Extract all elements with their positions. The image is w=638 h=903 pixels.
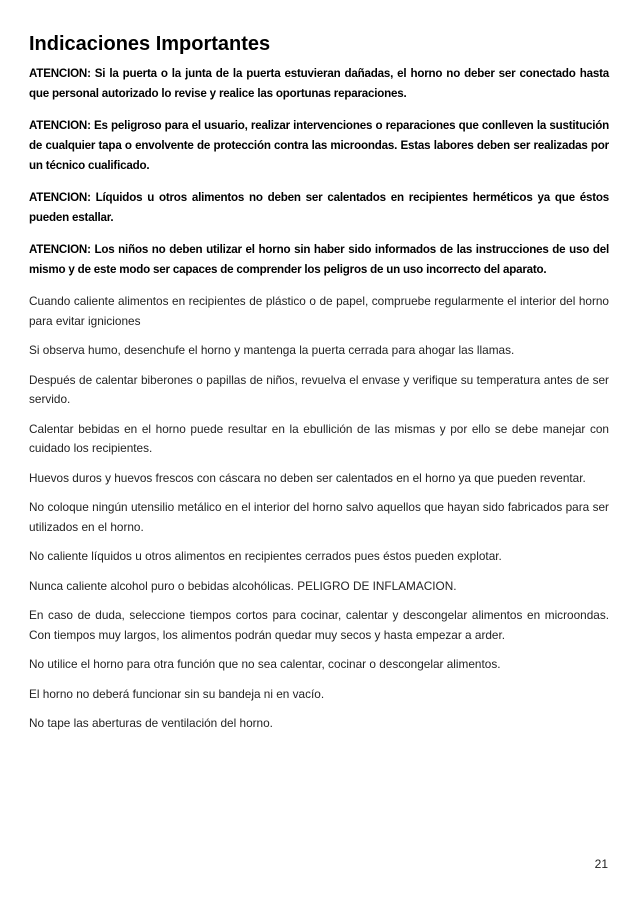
page-title: Indicaciones Importantes [29,33,271,55]
warning-paragraph: ATENCION: Es peligroso para el usuario, realizar intervenciones o reparaciones que conlleven la sustitución de cualquier tapa o envolvente de protección contra las microondas. Estas labores deben ser realizadas por un técnico cualificado. [29,119,609,172]
instruction-paragraph: Huevos duros y huevos frescos con cáscara no deben ser calentados en el horno ya que pueden reventar. [29,470,586,485]
document-page [29,32,609,744]
instruction-paragraph: En caso de duda, seleccione tiempos cortos para cocinar, calentar y descongelar alimentos en microondas. Con tiempos muy largos, los alimentos podrán quedar muy secos y hasta empezar a arder. [29,608,609,642]
instruction-paragraph: Si observa humo, desenchufe el horno y mantenga la puerta cerrada para ahogar las llamas. [29,343,515,357]
instruction-paragraph: No caliente líquidos u otros alimentos en recipientes cerrados pues éstos pueden explotar. [29,549,502,563]
page-number: 21 [594,857,608,871]
instruction-paragraph: El horno no deberá funcionar sin su bandeja ni en vacío. [29,686,325,701]
warnings-section [29,64,609,280]
warning-paragraph: ATENCION: Líquidos u otros alimentos no deben ser calentados en recipientes herméticos ya que éstos pueden estallar. [29,191,609,224]
instruction-paragraph: Nunca caliente alcohol puro o bebidas alcohólicas. PELIGRO DE INFLAMACION. [29,578,457,593]
instructions-section [29,292,609,734]
instruction-paragraph: Calentar bebidas en el horno puede resultar en la ebullición de las mismas y por ello se debe manejar con cuidado los recipientes. [29,421,609,455]
instruction-paragraph: Cuando caliente alimentos en recipientes de plástico o de papel, compruebe regularmente el interior del horno para evitar igniciones [29,294,609,328]
instruction-paragraph: No utilice el horno para otra función que no sea calentar, cocinar o descongelar alimentos. [29,657,501,671]
instruction-paragraph: Después de calentar biberones o papillas de niños, revuelva el envase y verifique su temperatura antes de ser servido. [29,372,609,406]
instruction-paragraph: No coloque ningún utensilio metálico en el interior del horno salvo aquellos que hayan sido fabricados para ser utilizados en el horno. [29,500,609,534]
warning-paragraph: ATENCION: Los niños no deben utilizar el horno sin haber sido informados de las instrucciones de uso del mismo y de este modo ser capaces de comprender los peligros de un uso incorrecto del aparato. [29,243,609,276]
instruction-paragraph: No tape las aberturas de ventilación del horno. [29,716,273,730]
warning-paragraph: ATENCION: Si la puerta o la junta de la puerta estuvieran dañadas, el horno no deber ser conectado hasta que personal autorizado lo revise y realice las oportunas reparaciones. [29,67,609,100]
